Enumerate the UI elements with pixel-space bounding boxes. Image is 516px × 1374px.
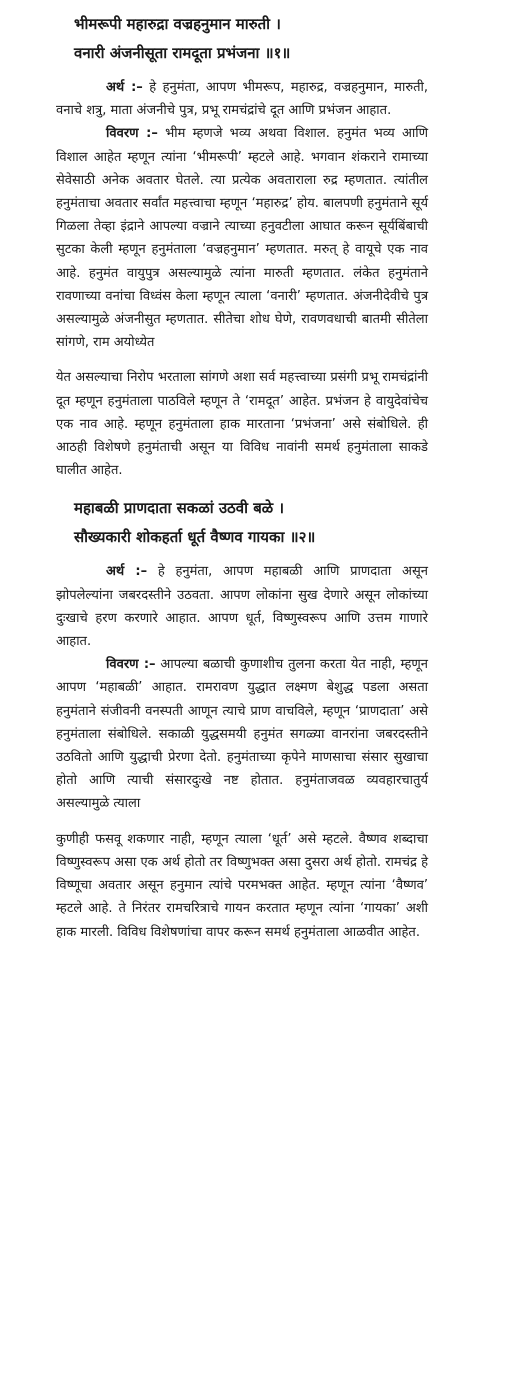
explanation-paragraph-1 — [56, 122, 428, 354]
continuation-paragraph-1: येत असल्याचा निरोप भरताला सांगणे अशा सर्व महत्त्वाच्या प्रसंगी प्रभू रामचंद्रांनी दूत म्हणून हनुमंताला पाठविले म्हणून ते ‘रामदूत’ आहेत. प्रभंजन हे वायुदेवांचेच एक नाव आहे. म्हणून हनुमंताला हाक मारताना ‘प्रभंजना’ असे संबोधिले. ही आठही विशेषणे हनुमंताची असून या विविध नावांनी समर्थ हनुमंताला साकडे घालीत आहेत. — [56, 370, 428, 479]
explanation-text-1: भीम म्हणजे भव्य अथवा विशाल. हनुमंत भव्य आणि विशाल आहेत म्हणून त्यांना ‘भीमरूपी’ म्हटले आहे. भगवान शंकराने रामाच्या सेवेसाठी अनेक अवतार घेतले. त्या प्रत्येक अवताराला रुद्र म्हणतात. त्यांतील हनुमंताचा अवतार सर्वांत महत्त्वाचा म्हणून ‘महारुद्र’ होय. बालपणी हनुमंताने सूर्य गिळला तेव्हा इंद्राने आपल्या वज्राने त्याच्या हनुवटीला आघात करून सूर्यबिंबाची सुटका केली म्हणून हनुमंताला ‘वज्रहनुमान’ म्हणतात. मरुत् हे वायूचे एक नाव आहे. हनुमंत वायुपुत्र असल्यामुळे त्यांना मारुती म्हणतात. लंकेत हनुमंताने रावणाच्या वनांचा विध्वंस केला म्हणून त्याला ‘वनारी’ म्हणतात. अंजनीदेवीचे पुत्र असल्यामुळे अंजनीसुत म्हणतात. सीतेचा शोध घेणे, रावणवधाची बातमी सीतेला सांगणे, राम अयोध्येत — [56, 126, 428, 351]
meaning-paragraph-1 — [56, 76, 428, 122]
column-gap-2 — [56, 816, 428, 828]
explanation-paragraph-2 — [56, 653, 428, 815]
explanation-label-1: विवरण :– — [106, 126, 158, 142]
verse-2-line-1: महाबळी प्राणदाता सकळां उठवी बळे । — [74, 499, 285, 518]
column-gap — [56, 354, 428, 366]
meaning-text-1: हे हनुमंता, आपण भीमरूप, महारुद्र, वज्रहनुमान, मारुती, वनाचे शत्रु, माता अंजनीचे पुत्र, प्रभू रामचंद्रांचे दूत आणि प्रभंजन आहात. — [56, 80, 428, 119]
verse-2 — [74, 494, 428, 552]
meaning-paragraph-2 — [56, 560, 428, 653]
section-gap — [56, 482, 428, 494]
page — [56, 10, 428, 944]
verse-1 — [74, 10, 428, 68]
verse-1-line-1: भीमरूपी महारुद्रा वज्रहनुमान मारुती । — [74, 15, 281, 33]
meaning-label-1: अर्थ :– — [106, 80, 143, 95]
verse-1-line-2: वनारी अंजनीसूता रामदूता प्रभंजना ॥१॥ — [74, 44, 291, 62]
continuation-paragraph-2: कुणीही फसवू शकणार नाही, म्हणून त्याला ‘धूर्त’ असे म्हटले. वैष्णव शब्दाचा विष्णुस्वरूप असा एक अर्थ होतो तर विष्णुभक्त असा दुसरा अर्थ होतो. रामचंद्र हे विष्णूचा अवतार असून हनुमान त्यांचे परमभक्त आहेत. म्हणून त्यांना ‘वैष्णव’ म्हटले आहे. ते निरंतर रामचरित्राचे गायन करतात म्हणून त्यांना ‘गायका’ अशी हाक मारली. विविध विशेषणांचा वापर करून समर्थ हनुमंताला आळवीत आहेत. — [56, 831, 428, 940]
explanation-label-2: विवरण :– — [106, 657, 156, 673]
verse-2-line-2: सौख्यकारी शोकहर्ता धूर्त वैष्णव गायका ॥२॥ — [74, 528, 316, 547]
meaning-label-2: अर्थ :– — [106, 564, 148, 580]
meaning-text-2: हे हनुमंता, आपण महाबळी आणि प्राणदाता असून झोपलेल्यांना जबरदस्तीने उठवता. आपण लोकांना सुख देणारे असून लोकांच्या दुःखाचे हरण करणारे आहात. आपण धूर्त, विष्णुस्वरूप आणि उत्तम गाणारे आहात. — [56, 564, 428, 650]
explanation-text-2: आपल्या बळाची कुणाशीच तुलना करता येत नाही, म्हणून आपण ‘महाबळी’ आहात. रामरावण युद्धात लक्ष्मण बेशुद्ध पडला असता हनुमंताने संजीवनी वनस्पती आणून त्याचे प्राण वाचविले, म्हणून ‘प्राणदाता’ असे हनुमंताला संबोधिले. सकाळी युद्धसमयी हनुमंत सगळ्या वानरांना जबरदस्तीने उठवितो आणि युद्धाची प्रेरणा देतो. हनुमंताच्या कृपेने माणसाचा संसार सुखाचा होतो आणि त्याची संसारदुःखे नष्ट होतात. हनुमंताजवळ व्यवहारचातुर्य असल्यामुळे त्याला — [56, 657, 428, 812]
